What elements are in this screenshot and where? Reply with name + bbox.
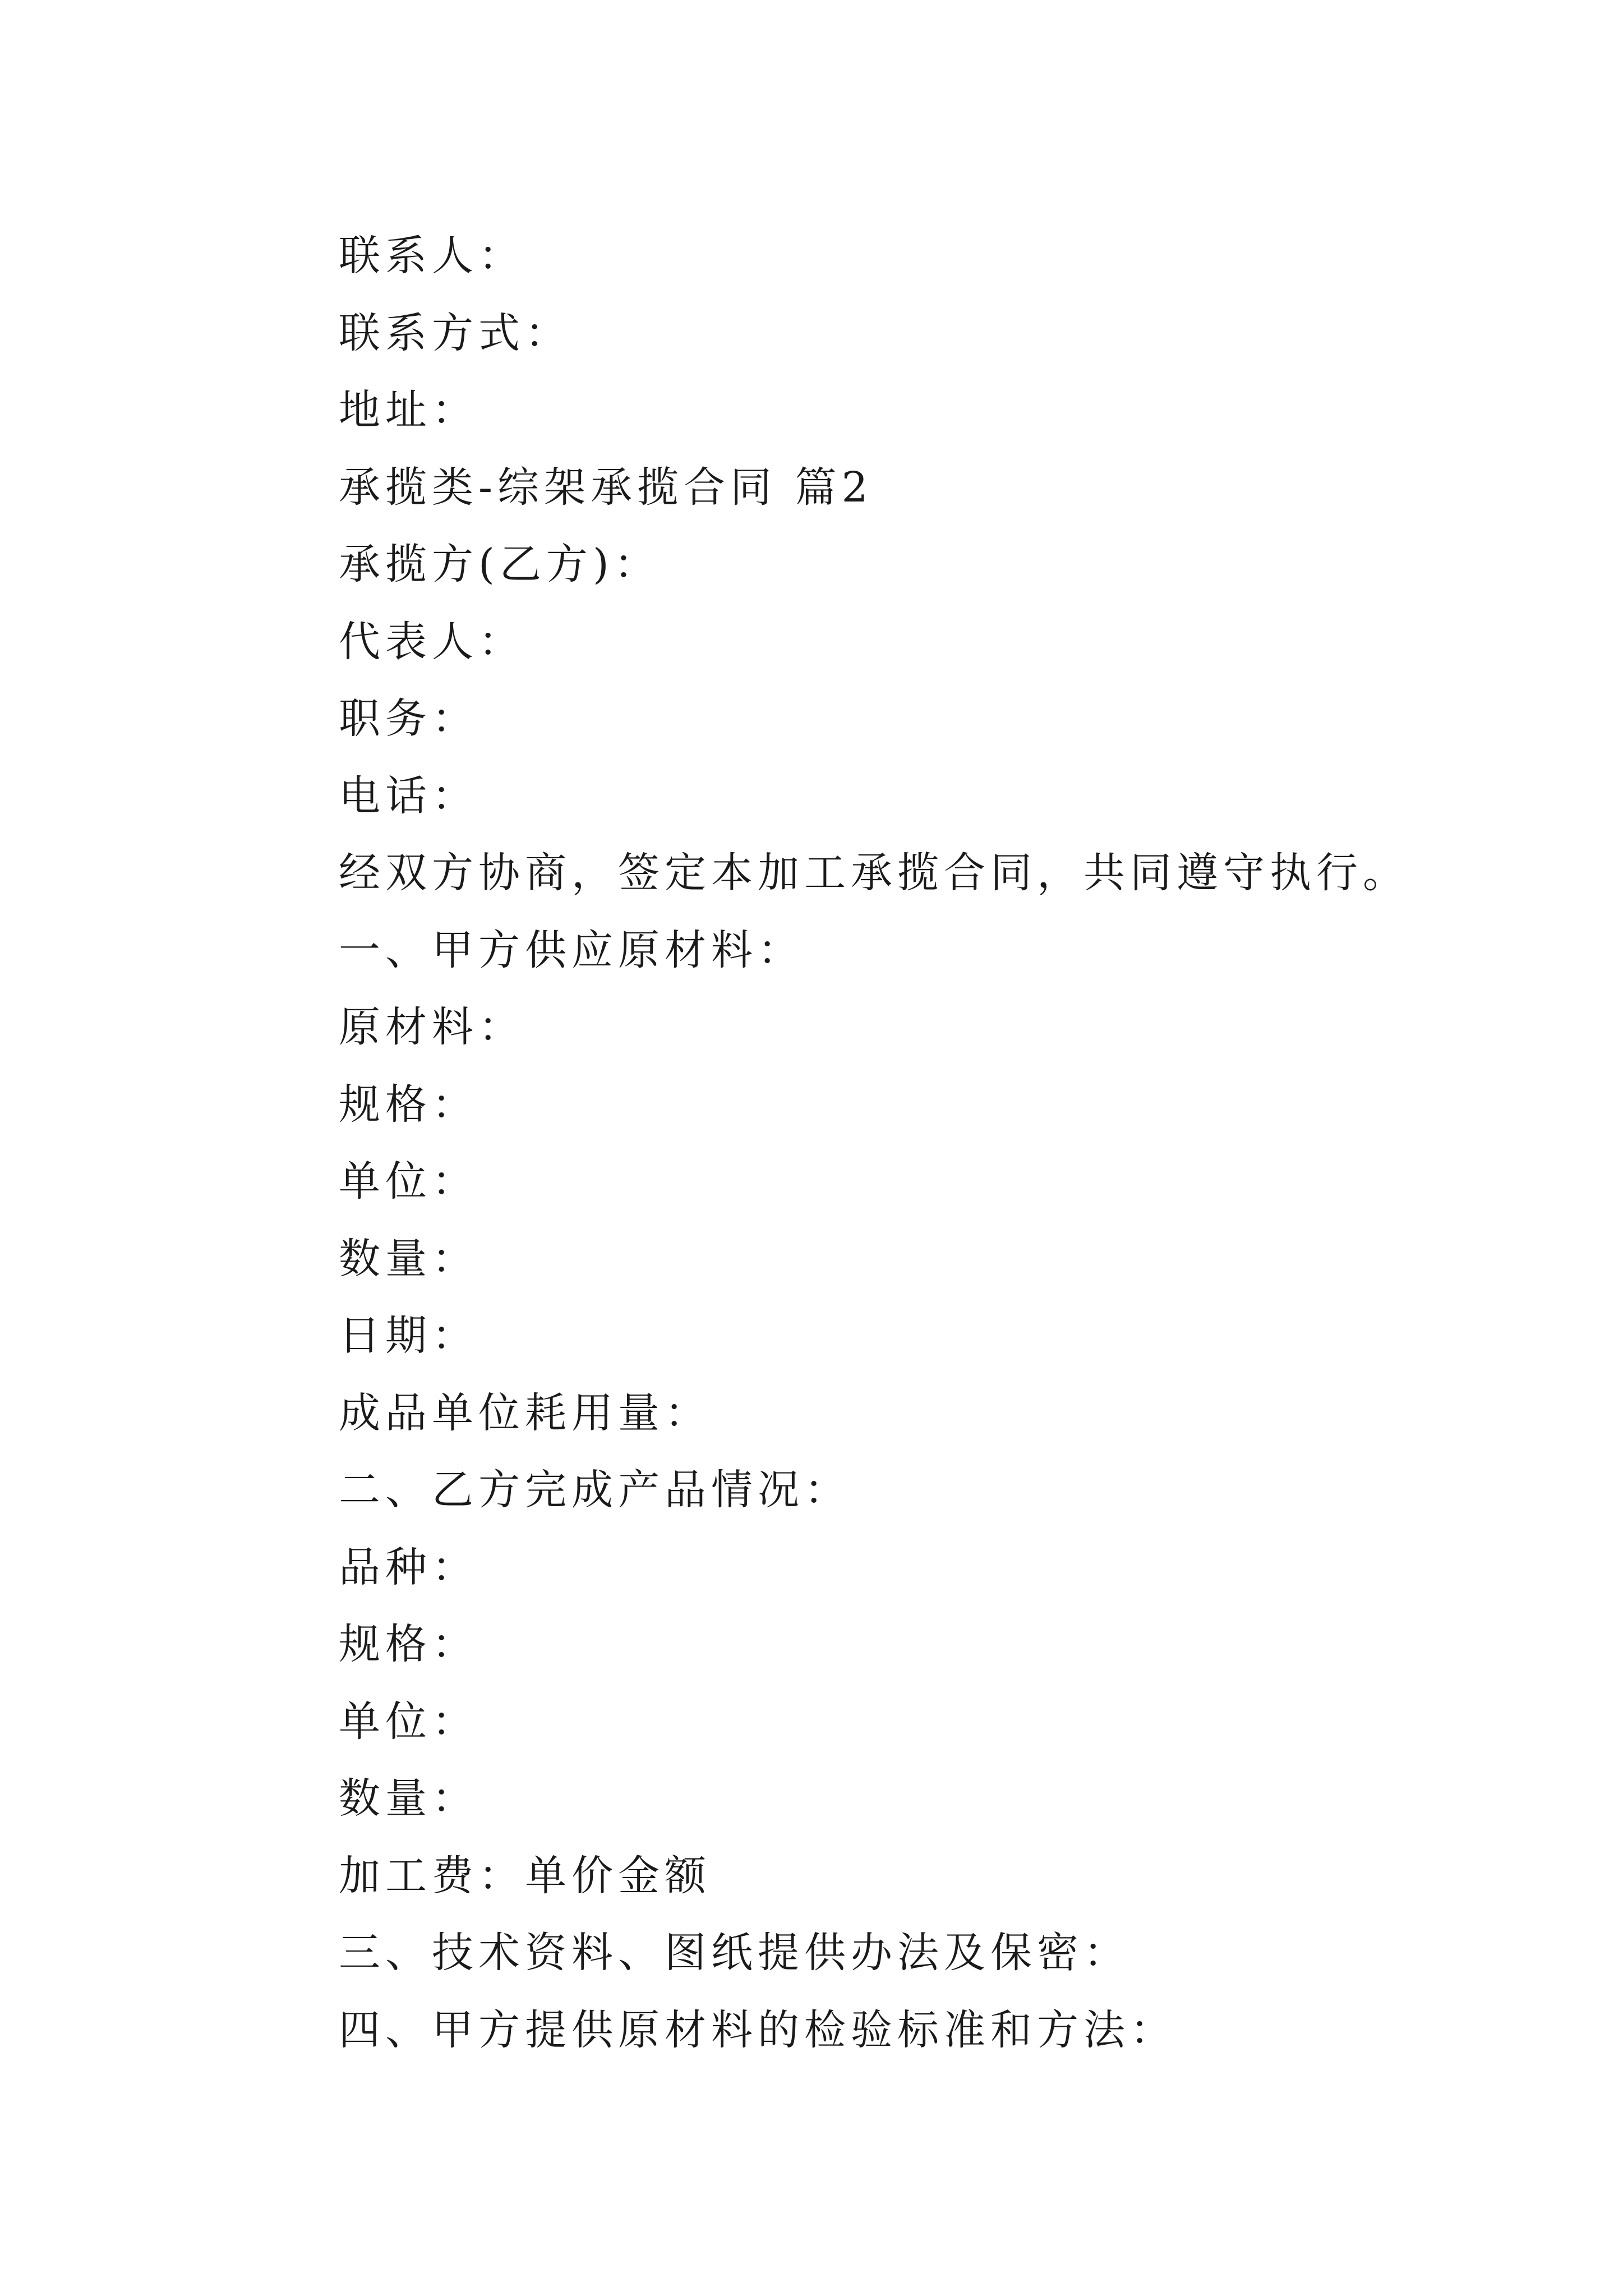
quantity-label: 数量： xyxy=(339,1234,478,1283)
unit-label: 单位： xyxy=(339,1157,478,1205)
processing-fee-label: 加工费：单价金额 xyxy=(339,1851,711,1900)
contract-body xyxy=(339,218,1516,2069)
clause-4-heading: 四、甲方提供原材料的检验标准和方法： xyxy=(339,2005,1177,2054)
representative-label: 代表人： xyxy=(339,617,525,666)
contact-method-label: 联系方式： xyxy=(339,309,571,357)
specification-label-2: 规格： xyxy=(339,1620,478,1668)
clause-3-heading: 三、技术资料、图纸提供办法及保密： xyxy=(339,1929,1130,1977)
clause-2-heading: 二、乙方完成产品情况： xyxy=(339,1466,851,1514)
date-label: 日期： xyxy=(339,1312,478,1360)
variety-label: 品种： xyxy=(339,1543,478,1591)
unit-consumption-label: 成品单位耗用量： xyxy=(339,1388,711,1437)
agreement-statement: 经双方协商，签定本加工承揽合同，共同遵守执行。 xyxy=(339,849,1409,897)
contact-person-label: 联系人： xyxy=(339,232,525,280)
contractor-party-label: 承揽方(乙方)： xyxy=(339,540,661,588)
position-label: 职务： xyxy=(339,694,478,743)
raw-material-label: 原材料： xyxy=(339,1003,525,1051)
clause-1-heading: 一、甲方供应原材料： xyxy=(339,926,804,974)
phone-label: 电话： xyxy=(339,771,478,820)
quantity-label-2: 数量： xyxy=(339,1774,478,1823)
specification-label: 规格： xyxy=(339,1080,478,1129)
section-title: 承揽类-综架承揽合同 篇2 xyxy=(339,463,873,512)
unit-label-2: 单位： xyxy=(339,1697,478,1746)
address-label: 地址： xyxy=(339,386,478,434)
